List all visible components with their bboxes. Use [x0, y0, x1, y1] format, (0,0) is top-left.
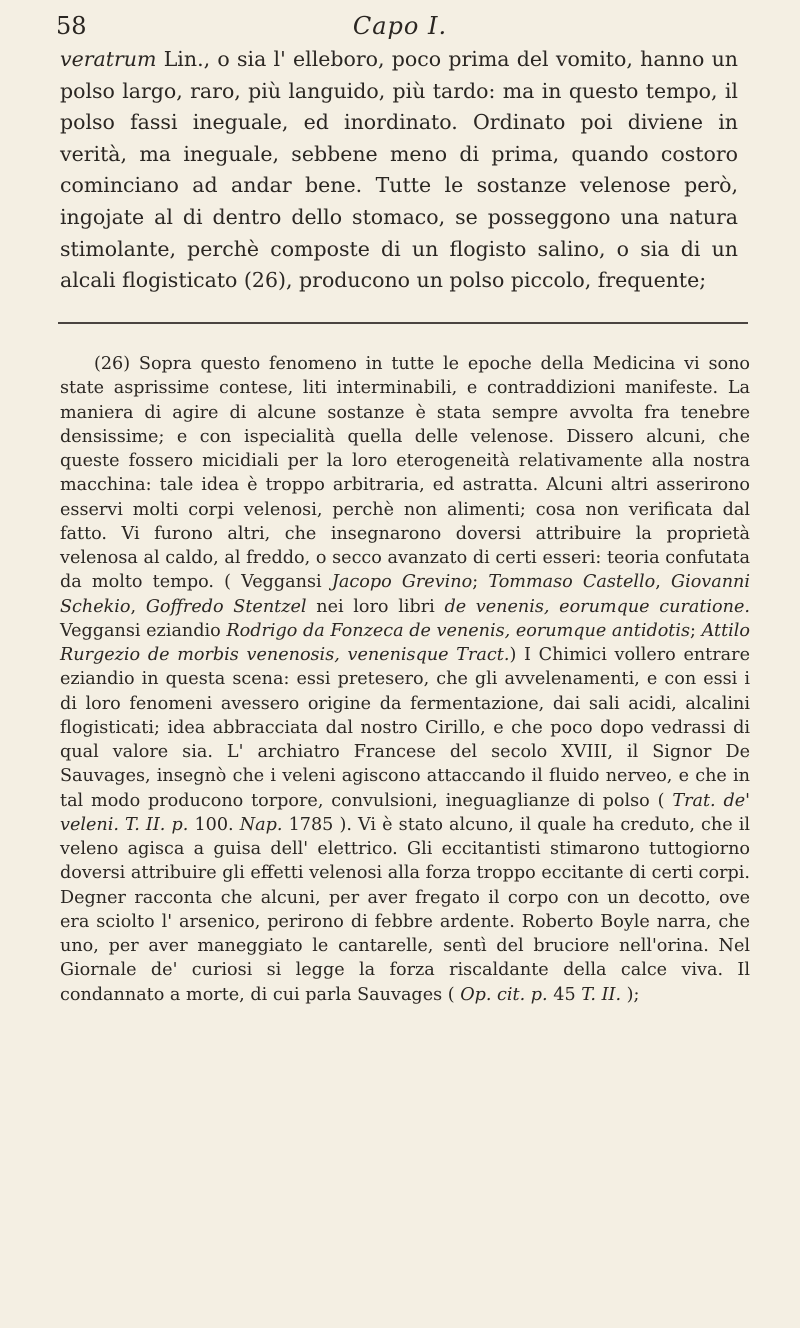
footnote-run: ;: [472, 572, 489, 593]
footnote-run: );: [621, 984, 640, 1005]
footnote-run: Op. cit. p.: [460, 984, 548, 1005]
footnote-run: ) I Chimici vollero entrare eziandio in questa scena: essi pretesero, che gli avvelenamenti, e con essi i di loro fenomeni avessero origine da fermentazione, dai sali acidi, alcalini flogisticati; idea abbracciata dal nostro Cirillo, e che poco dopo vedrassi di qual valore sia. L' archiatro Francese del secolo XVIII, il Signor De Sauvages, insegnò che i veleni agiscono attaccando il fluido nerveo, e che in tal modo producono torpore, convulsioni, ineguaglianze di polso (: [60, 645, 750, 811]
footnote-run: ,: [130, 596, 146, 617]
footnote-run: ;: [690, 620, 702, 641]
footnote-run: Trat. de' veleni. T. II. p.: [60, 790, 750, 835]
footnote-run: 1785 ). Vi è stato alcuno, il quale ha creduto, che il veleno agisca a guisa dell' elettrico. Gli eccitantisti stimarono tuttogiorno doversi attribuire gli effetti velenosi alla forza troppo eccitante di certi corpi. Degner racconta che alcuni, per aver fregato il corpo con un decotto, ove era sciolto l' arsenico, perirono di febbre ardente. Roberto Boyle narra, che uno, per aver maneggiato le cantarelle, sentì del bruciore nell'orina. Nel Giornale de' curiosi si legge la forza riscaldante della calce viva. Il condannato a morte, di cui parla Sauvages (: [60, 814, 751, 1005]
footnote-run: T. II.: [581, 984, 622, 1005]
main-text-run: Lin., o sia l' elleboro, poco prima del vomito, hanno un polso largo, raro, più languido, più tardo: ma in questo tempo, il polso fassi ineguale, ed inordinato. Ordinato poi diviene in verità, ma ineguale, sebbene meno di prima, quando costoro cominciano ad andar bene. Tutte le sostanze velenose però, ingojate al di dentro dello stomaco, se posseggono una natura stimolante, perchè composte di un flogisto salino, o sia di un alcali flogisticato (26), producono un polso piccolo, frequente;: [60, 47, 738, 293]
footnote-run: Rodrigo da Fonzeca de venenis, eorumque antidotis: [226, 620, 691, 641]
footnote-run: Jacopo Grevino: [331, 572, 473, 593]
footnote-run: Veggansi eziandio: [60, 620, 227, 641]
page-header: [56, 6, 744, 40]
footnote-run: de venenis, eorumque curatione.: [444, 596, 750, 617]
footnote-run: Nap.: [239, 814, 283, 835]
footnote-run: nei loro libri: [306, 596, 445, 617]
main-text: [60, 44, 738, 297]
footnote-26: [60, 352, 750, 1007]
footnote-run: ,: [655, 572, 672, 593]
page-number: 58: [56, 12, 87, 40]
footnote-run: Tommaso Castello: [488, 572, 656, 593]
footnote-run: Goffredo Stentzel: [145, 596, 307, 617]
footnote-separator: [58, 322, 748, 324]
footnote-run: 100.: [188, 814, 240, 835]
footnote-run: Attilo Rurgezio de morbis venenosis, venenisque Tract.: [60, 620, 750, 665]
running-head: Capo I.: [352, 12, 448, 40]
main-text-run: veratrum: [60, 47, 157, 71]
footnote-run: 45: [547, 984, 582, 1005]
footnote-run: Giovanni Schekio: [60, 572, 751, 617]
footnote-run: (26) Sopra questo fenomeno in tutte le epoche della Medicina vi sono state asprissime contese, liti interminabili, e contraddizioni manifeste. La maniera di agire di alcune sostanze è stata sempre avvolta fra tenebre densissime; e con ispecialità quella delle velenose. Dissero alcuni, che queste fossero micidiali per la loro eterogeneità relativamente alla nostra macchina: tale idea è troppo arbitraria, ed astratta. Alcuni altri asserirono esservi molti corpi velenosi, perchè non alimenti; cosa non verificata dal fatto. Vi furono altri, che insegnarono doversi attribuire la proprietà velenosa al caldo, al freddo, o secco avanzato di certi esseri: teoria confutata da molto tempo. ( Veggansi: [60, 354, 750, 593]
